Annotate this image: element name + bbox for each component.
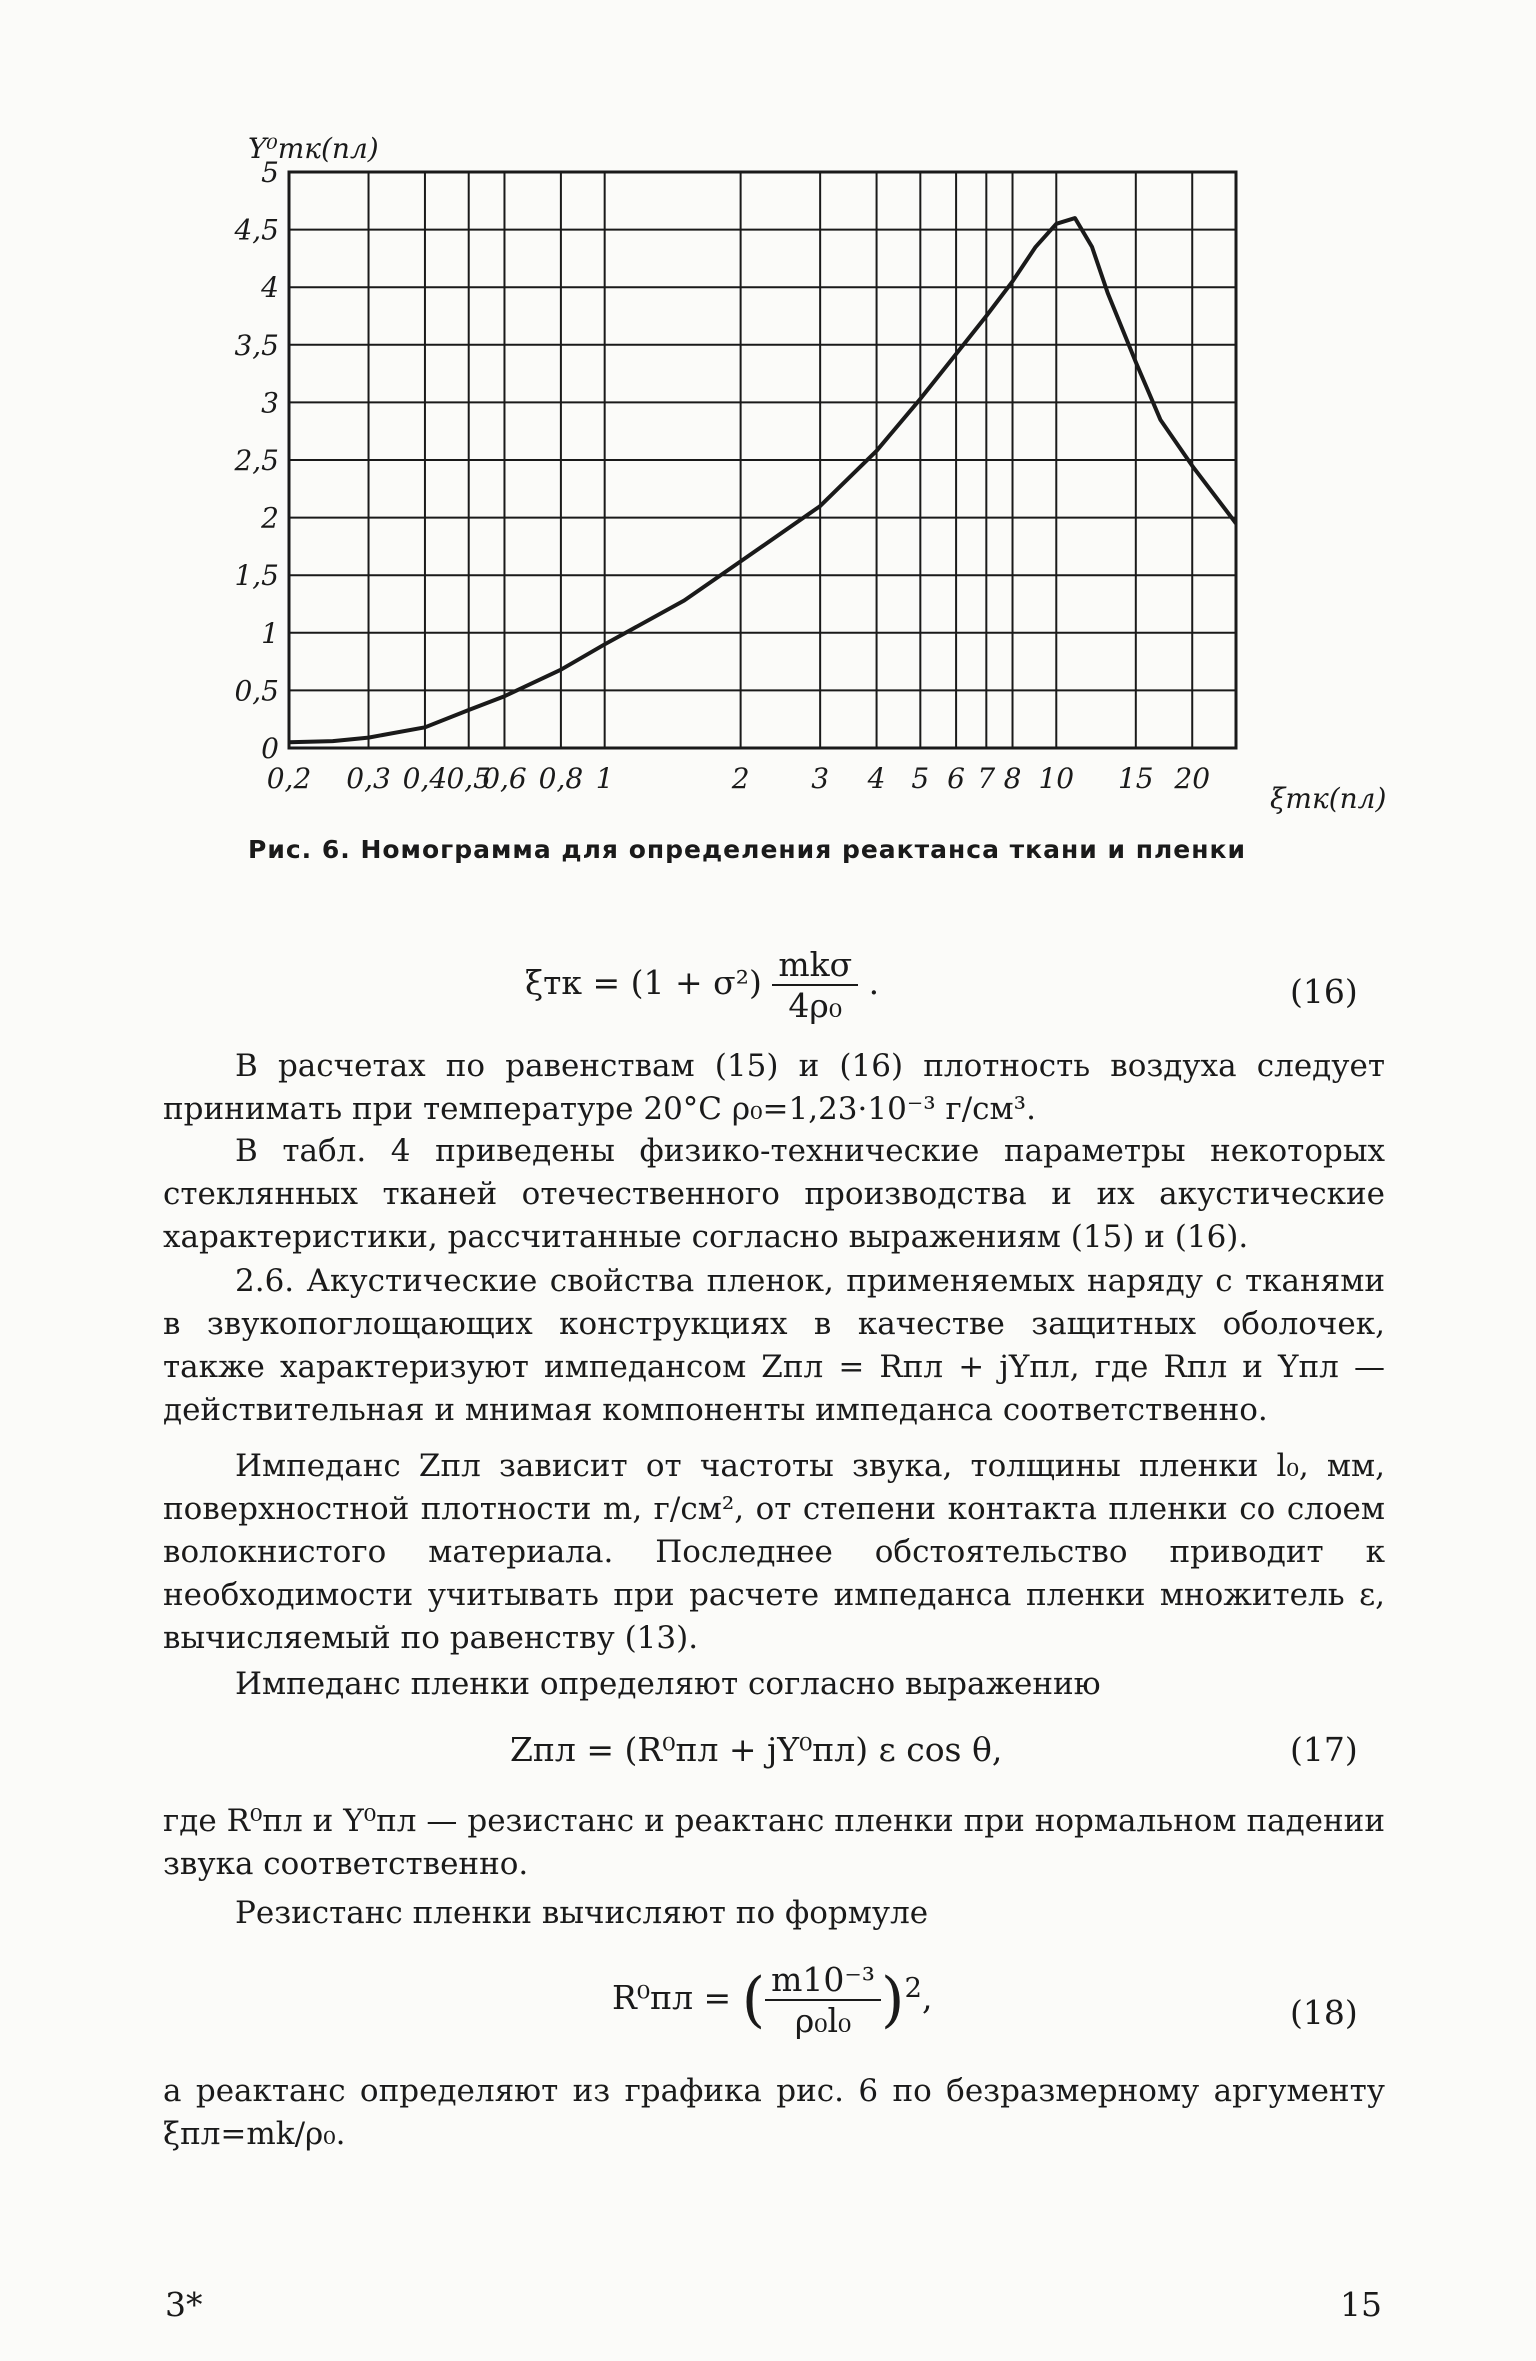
x-tick-label: 6 [947, 762, 966, 795]
y-tick-label: 0,5 [234, 674, 279, 708]
y-tick-label: 3,5 [234, 328, 279, 362]
equation-17: Zпл = (R⁰пл + jY⁰пл) ε cos θ, [510, 1730, 1003, 1769]
eq16-tail: . [868, 963, 880, 1002]
eq18-paren-open: ( [741, 1965, 766, 2035]
figure-caption: Рис. 6. Номограмма для определения реактанса ткани и пленки [248, 835, 1247, 864]
eq18-denominator: ρ₀l₀ [794, 2001, 852, 2040]
eq16-numerator: mkσ [772, 945, 858, 986]
y-tick-label: 2 [261, 501, 279, 535]
x-tick-label: 0,5 [446, 762, 491, 795]
y-tick-label: 1,5 [234, 559, 279, 593]
x-tick-label: 1 [595, 762, 614, 795]
y-tick-label: 5 [261, 156, 279, 189]
eq18-fraction [765, 1960, 881, 2040]
equation-16 [525, 945, 879, 1025]
x-tick-label: 0,8 [538, 762, 584, 795]
x-tick-label: 2 [731, 762, 750, 795]
equation-18 [612, 1960, 932, 2040]
x-tick-labels [267, 762, 1210, 795]
eq16-lhs: ξтк = (1 + σ²) [525, 963, 762, 1002]
series-curve [289, 218, 1236, 742]
paragraph-table-4: В табл. 4 приведены физико-технические параметры некоторых стеклянных тканей отечественного производства и их акустические характеристики, рассчитанные согласно выражениям (15) и (16). [163, 1133, 1385, 1255]
paragraph-2-6: 2.6. Акустические свойства пленок, применяемых наряду с тканями в звукопоглощающих конструкциях в качестве защитных оболочек, также характеризуют импедансом Zпл = Rпл + jYпл, где Rпл и Yпл — действительная и мнимая компоненты импеданса соответственно. [163, 1263, 1385, 1428]
paragraph-air-density: В расчетах по равенствам (15) и (16) плотность воздуха следует принимать при температуре 20°С ρ₀=1,23·10⁻³ г/см³. [163, 1048, 1385, 1127]
footer-signature: 3* [165, 2285, 203, 2324]
eq17-number: (17) [1290, 1730, 1358, 1769]
y-tick-label: 0 [261, 732, 279, 765]
x-tick-label: 7 [977, 762, 996, 795]
paragraph-where: где R⁰пл и Y⁰пл — резистанс и реактанс пленки при нормальном падении звука соответственно. [163, 1803, 1385, 1882]
y-tick-labels [233, 156, 279, 765]
x-tick-label: 4 [867, 762, 886, 795]
x-tick-label: 10 [1038, 762, 1075, 795]
paragraph-impedance: Импеданс Zпл зависит от частоты звука, толщины пленки l₀, мм, поверхностной плотности m, г/см², от степени контакта пленки со слоем волокнистого материала. Последнее обстоятельство приводит к необходимости учитывать при расчете импеданса пленки множитель ε, вычисляемый по равенству (13). [163, 1448, 1385, 1656]
y-tick-label: 3 [261, 386, 279, 420]
eq18-paren-close: ) [881, 1965, 905, 2035]
x-tick-label: 0,2 [266, 762, 312, 795]
x-tick-label: 0,6 [482, 762, 527, 795]
eq18-tail: , [921, 1978, 933, 2017]
x-tick-label: 20 [1174, 762, 1211, 795]
page-number: 15 [1340, 2285, 1382, 2324]
eq16-number: (16) [1290, 972, 1358, 1011]
eq18-lhs: R⁰пл = [612, 1978, 732, 2017]
y-tick-label: 4 [261, 271, 279, 305]
paragraph-reactance: а реактанс определяют из графика рис. 6 по безразмерному аргументу ξпл=mk/ρ₀. [163, 2073, 1385, 2152]
x-tick-label: 0,3 [346, 762, 391, 795]
eq18-numerator: m10⁻³ [765, 1960, 881, 2001]
eq16-denominator: 4ρ₀ [788, 986, 843, 1025]
x-axis-label: ξтк(пл) [1270, 782, 1387, 815]
nomogram-figure [0, 0, 1536, 830]
eq18-number: (18) [1290, 1993, 1358, 2032]
x-tick-label: 5 [911, 762, 930, 795]
x-tick-label: 3 [811, 762, 830, 795]
y-tick-label: 1 [261, 616, 279, 650]
x-tick-label: 0,4 [402, 762, 448, 795]
y-axis-label: Y⁰тк(пл) [248, 132, 379, 165]
paragraph-resistance-formula: Резистанс пленки вычисляют по формуле [235, 1895, 929, 1931]
eq18-exponent: 2 [904, 1972, 922, 2004]
y-tick-label: 4,5 [234, 213, 279, 247]
eq16-fraction [772, 945, 858, 1025]
x-tick-label: 15 [1117, 762, 1154, 795]
x-tick-label: 8 [1003, 762, 1022, 795]
y-tick-label: 2,5 [234, 444, 279, 477]
paragraph-impedance-expression: Импеданс пленки определяют согласно выражению [235, 1666, 1101, 1702]
